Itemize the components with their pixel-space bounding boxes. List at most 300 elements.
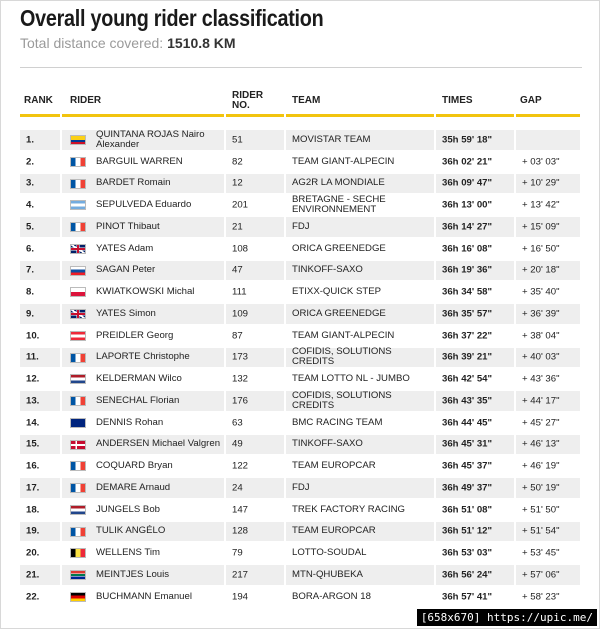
rider-number: 217 <box>232 569 249 581</box>
rank: 18. <box>26 504 40 515</box>
rank: 6. <box>26 243 35 254</box>
total-time: 35h 59' 18" <box>442 134 493 146</box>
rider-no-cell <box>226 500 284 520</box>
rider-name-link[interactable]: BARDET Romain <box>96 177 171 189</box>
rider-name-link[interactable]: MEINTJES Louis <box>96 568 170 580</box>
flag-colombia-icon <box>70 135 86 145</box>
team-cell <box>286 522 434 542</box>
rider-name-link[interactable]: JUNGELS Bob <box>96 503 160 515</box>
rider-number: 201 <box>232 199 249 211</box>
total-time: 36h 14' 27" <box>442 221 493 233</box>
time-gap: + 45' 27" <box>522 417 560 428</box>
flag-poland-icon <box>70 287 86 297</box>
team-name-link[interactable]: TREK FACTORY RACING <box>292 503 406 515</box>
flag-france-icon <box>70 157 86 167</box>
distance-label: Total distance covered: <box>20 35 164 51</box>
flag-france-icon <box>70 483 86 493</box>
time-gap: + 15' 09" <box>522 221 560 233</box>
table-row <box>20 369 580 391</box>
table-row <box>20 217 580 239</box>
flag-argentina-icon <box>70 200 86 210</box>
time-gap: + 38' 04" <box>522 330 560 341</box>
rider-number: 111 <box>232 286 247 298</box>
rank: 12. <box>26 373 40 385</box>
time-cell <box>436 174 514 194</box>
table-row <box>20 391 580 413</box>
rider-no-cell <box>226 543 284 563</box>
rank: 15. <box>26 438 40 450</box>
table-row <box>20 500 580 522</box>
gap-cell <box>516 587 580 607</box>
rider-cell <box>62 152 224 172</box>
rank-cell <box>20 391 60 411</box>
rider-cell <box>62 239 224 259</box>
rider-number: 49 <box>232 438 243 450</box>
table-row <box>20 174 580 196</box>
rank-cell <box>20 456 60 476</box>
time-gap: + 50' 19" <box>522 482 560 494</box>
team-cell <box>286 239 434 259</box>
team-name-link[interactable]: AG2R LA MONDIALE <box>292 177 385 189</box>
team-cell <box>286 326 434 346</box>
distance-summary <box>20 35 236 51</box>
rank-cell <box>20 543 60 563</box>
rider-cell <box>62 369 224 389</box>
rider-cell <box>62 413 224 433</box>
rider-no-cell <box>226 435 284 455</box>
total-time: 36h 35' 57" <box>442 308 493 320</box>
gap-cell <box>516 217 580 237</box>
total-time: 36h 13' 00" <box>442 199 493 211</box>
rank-cell <box>20 261 60 281</box>
rider-no-cell <box>226 391 284 411</box>
rank-cell <box>20 130 60 150</box>
rider-no-cell <box>226 587 284 607</box>
rank: 8. <box>26 286 35 298</box>
table-row <box>20 239 580 261</box>
rider-no-cell <box>226 522 284 542</box>
rank-cell <box>20 304 60 324</box>
rank: 4. <box>26 199 35 211</box>
time-gap: + 20' 18" <box>522 264 560 276</box>
rank: 2. <box>26 156 35 167</box>
rider-number: 109 <box>232 308 249 320</box>
rider-cell <box>62 456 224 476</box>
team-cell <box>286 130 434 150</box>
total-time: 36h 51' 08" <box>442 504 493 515</box>
time-gap: + 46' 19" <box>522 460 560 472</box>
table-row <box>20 478 580 500</box>
rider-number: 47 <box>232 264 243 276</box>
rider-number: 87 <box>232 330 243 341</box>
time-cell <box>436 130 514 150</box>
rider-name-link[interactable]: DENNIS Rohan <box>96 416 164 428</box>
team-name-link[interactable]: ETIXX-QUICK STEP <box>292 286 382 297</box>
table-row <box>20 152 580 174</box>
header-team: TEAM <box>292 95 321 106</box>
rider-number: 12 <box>232 177 243 189</box>
total-time: 36h 43' 35" <box>442 395 493 407</box>
rider-name-link[interactable]: KELDERMAN Wilco <box>96 373 182 384</box>
time-gap: + 44' 17" <box>522 395 560 407</box>
flag-belgium-icon <box>70 548 86 558</box>
rider-cell <box>62 565 224 585</box>
team-cell <box>286 348 434 368</box>
time-cell <box>436 478 514 498</box>
gap-cell <box>516 456 580 476</box>
rank-cell <box>20 239 60 259</box>
rank: 10. <box>26 330 40 341</box>
team-cell <box>286 152 434 172</box>
flag-south-africa-icon <box>70 570 86 580</box>
rider-no-cell <box>226 130 284 150</box>
rank-cell <box>20 174 60 194</box>
time-cell <box>436 217 514 237</box>
team-cell <box>286 435 434 455</box>
team-cell <box>286 543 434 563</box>
total-time: 36h 51' 12" <box>442 525 493 537</box>
team-name-link[interactable]: BMC RACING TEAM <box>292 416 383 428</box>
team-name-link[interactable]: ORICA GREENEDGE <box>292 242 386 254</box>
rank-cell <box>20 522 60 542</box>
table-header <box>20 88 580 112</box>
header-times: TIMES <box>442 95 473 106</box>
team-cell <box>286 413 434 433</box>
team-cell <box>286 261 434 281</box>
rider-number: 176 <box>232 395 249 407</box>
gap-cell <box>516 543 580 563</box>
flag-austria-icon <box>70 331 86 341</box>
gap-cell <box>516 261 580 281</box>
header-rider-no: RIDER NO. <box>232 90 264 111</box>
rider-cell <box>62 282 224 302</box>
classification-table <box>20 130 580 609</box>
rider-no-cell <box>226 152 284 172</box>
rider-number: 194 <box>232 591 249 602</box>
team-name-link[interactable]: TEAM GIANT-ALPECIN <box>292 155 395 167</box>
total-time: 36h 49' 37" <box>442 482 493 494</box>
gap-cell <box>516 130 580 150</box>
header-underline <box>226 114 284 117</box>
time-gap: + 03' 03" <box>522 156 560 167</box>
team-cell <box>286 500 434 520</box>
flag-france-icon <box>70 179 86 189</box>
team-cell <box>286 195 434 215</box>
total-time: 36h 45' 31" <box>442 438 493 450</box>
team-name-link[interactable]: TEAM GIANT-ALPECIN <box>292 329 395 341</box>
gap-cell <box>516 174 580 194</box>
rider-name-link[interactable]: WELLENS Tim <box>96 547 160 558</box>
time-cell <box>436 195 514 215</box>
gap-cell <box>516 500 580 520</box>
gap-cell <box>516 478 580 498</box>
rider-no-cell <box>226 304 284 324</box>
rider-name-link[interactable]: BUCHMANN Emanuel <box>96 590 192 602</box>
team-name-link[interactable]: FDJ <box>292 220 310 232</box>
rank-cell <box>20 326 60 346</box>
time-gap: + 58' 23" <box>522 591 560 602</box>
rider-no-cell <box>226 217 284 237</box>
flag-france-icon <box>70 353 86 363</box>
rider-number: 24 <box>232 482 243 494</box>
team-cell <box>286 391 434 411</box>
table-row <box>20 456 580 478</box>
rider-cell <box>62 500 224 520</box>
rider-number: 128 <box>232 525 249 537</box>
total-time: 36h 44' 45" <box>442 417 493 428</box>
flag-uk-icon <box>70 309 86 319</box>
rank: 19. <box>26 525 40 537</box>
rider-cell <box>62 587 224 607</box>
rider-number: 132 <box>232 373 249 385</box>
header-underline <box>62 114 224 117</box>
rider-number: 147 <box>232 504 249 515</box>
rider-no-cell <box>226 478 284 498</box>
time-gap: + 36' 39" <box>522 308 560 320</box>
rider-number: 108 <box>232 243 249 254</box>
rider-cell <box>62 174 224 194</box>
rider-name-link[interactable]: YATES Simon <box>96 307 156 319</box>
rider-cell <box>62 195 224 215</box>
rank: 17. <box>26 482 40 494</box>
team-cell <box>286 282 434 302</box>
rank-cell <box>20 500 60 520</box>
rank-cell <box>20 413 60 433</box>
rider-number: 173 <box>232 351 249 363</box>
time-gap: + 51' 54" <box>522 525 560 537</box>
time-cell <box>436 565 514 585</box>
gap-cell <box>516 326 580 346</box>
gap-cell <box>516 413 580 433</box>
team-cell <box>286 304 434 324</box>
rank: 16. <box>26 460 40 472</box>
table-row <box>20 565 580 587</box>
time-cell <box>436 500 514 520</box>
rider-no-cell <box>226 195 284 215</box>
gap-cell <box>516 522 580 542</box>
team-name-link[interactable]: ORICA GREENEDGE <box>292 307 386 319</box>
total-time: 36h 19' 36" <box>442 264 493 276</box>
rank: 21. <box>26 569 40 581</box>
rider-no-cell <box>226 326 284 346</box>
rank-cell <box>20 195 60 215</box>
rank: 3. <box>26 177 35 189</box>
time-gap: + 43' 36" <box>522 373 560 385</box>
rank: 13. <box>26 395 40 407</box>
time-cell <box>436 456 514 476</box>
header-underline <box>20 114 60 117</box>
rank: 7. <box>26 264 35 276</box>
rider-name-link[interactable]: LAPORTE Christophe <box>96 351 190 363</box>
rank: 20. <box>26 547 40 559</box>
rider-name-link[interactable]: PINOT Thibaut <box>96 220 160 232</box>
gap-cell <box>516 435 580 455</box>
flag-slovakia-icon <box>70 266 86 276</box>
rank-cell <box>20 348 60 368</box>
rank: 22. <box>26 591 40 602</box>
team-name-link[interactable]: COFIDIS, SOLUTIONS CREDITS <box>292 346 392 368</box>
flag-denmark-icon <box>70 440 86 450</box>
rank-cell <box>20 435 60 455</box>
header-underline <box>516 114 580 117</box>
table-row <box>20 195 580 217</box>
time-gap: + 53' 45" <box>522 547 560 559</box>
rider-name-link[interactable]: SEPULVEDA Eduardo <box>96 199 192 210</box>
table-row <box>20 435 580 457</box>
team-name-link[interactable]: LOTTO-SOUDAL <box>292 547 367 558</box>
rider-name-link[interactable]: KWIATKOWSKI Michal <box>96 286 195 297</box>
gap-cell <box>516 152 580 172</box>
rank-cell <box>20 478 60 498</box>
rank: 9. <box>26 308 35 320</box>
rider-no-cell <box>226 239 284 259</box>
total-time: 36h 39' 21" <box>442 351 493 363</box>
rider-name-link[interactable]: TULIK ANGÉLO <box>96 525 166 537</box>
gap-cell <box>516 239 580 259</box>
rider-no-cell <box>226 413 284 433</box>
team-name-link[interactable]: MTN-QHUBEKA <box>292 568 363 580</box>
time-cell <box>436 522 514 542</box>
time-gap: + 13' 42" <box>522 199 560 211</box>
time-cell <box>436 261 514 281</box>
time-gap: + 51' 50" <box>522 504 560 515</box>
rider-no-cell <box>226 456 284 476</box>
team-cell <box>286 456 434 476</box>
flag-uk-icon <box>70 244 86 254</box>
table-row <box>20 326 580 348</box>
rider-name-link[interactable]: COQUARD Bryan <box>96 460 173 471</box>
rider-name-link[interactable]: PREIDLER Georg <box>96 329 174 341</box>
table-row <box>20 261 580 283</box>
rank-cell <box>20 152 60 172</box>
header-rank: RANK <box>24 95 53 106</box>
rider-number: 63 <box>232 417 243 428</box>
rank-cell <box>20 565 60 585</box>
table-row <box>20 130 580 152</box>
team-cell <box>286 565 434 585</box>
rider-number: 51 <box>232 134 243 146</box>
team-name-link[interactable]: MOVISTAR TEAM <box>292 133 371 145</box>
time-gap: + 16' 50" <box>522 243 560 254</box>
rider-no-cell <box>226 565 284 585</box>
team-name-link[interactable]: TEAM EUROPCAR <box>292 460 376 471</box>
total-time: 36h 42' 54" <box>442 373 493 385</box>
table-row <box>20 282 580 304</box>
team-cell <box>286 587 434 607</box>
rider-number: 79 <box>232 547 243 559</box>
time-cell <box>436 282 514 302</box>
rank: 1. <box>26 134 35 146</box>
total-time: 36h 02' 21" <box>442 156 493 167</box>
time-gap: + 40' 03" <box>522 351 560 363</box>
time-cell <box>436 348 514 368</box>
table-row <box>20 413 580 435</box>
total-time: 36h 56' 24" <box>442 569 493 581</box>
team-name-link[interactable]: COFIDIS, SOLUTIONS CREDITS <box>292 389 392 411</box>
time-cell <box>436 543 514 563</box>
header-underline <box>286 114 434 117</box>
rider-name-link[interactable]: QUINTANA ROJAS Nairo Alexander <box>96 128 205 150</box>
rider-no-cell <box>226 348 284 368</box>
team-name-link[interactable]: BRETAGNE - SECHE ENVIRONNEMENT <box>292 194 386 215</box>
total-time: 36h 16' 08" <box>442 243 493 254</box>
team-name-link[interactable]: TEAM EUROPCAR <box>292 525 376 537</box>
distance-value: 1510.8 KM <box>167 35 236 51</box>
flag-france-icon <box>70 461 86 471</box>
table-row <box>20 304 580 326</box>
rider-no-cell <box>226 261 284 281</box>
rider-cell <box>62 348 224 368</box>
flag-netherlands-icon <box>70 505 86 515</box>
rider-name-link[interactable]: ANDERSEN Michael Valgren <box>96 438 221 450</box>
rider-name-link[interactable]: YATES Adam <box>96 242 154 254</box>
flag-netherlands-icon <box>70 374 86 384</box>
total-time: 36h 57' 41" <box>442 591 493 602</box>
rider-cell <box>62 304 224 324</box>
rank-cell <box>20 217 60 237</box>
rank-cell <box>20 369 60 389</box>
team-name-link[interactable]: TINKOFF-SAXO <box>292 438 363 450</box>
rider-cell <box>62 391 224 411</box>
gap-cell <box>516 565 580 585</box>
table-row <box>20 587 580 609</box>
rank: 14. <box>26 417 40 428</box>
time-cell <box>436 413 514 433</box>
rider-cell <box>62 435 224 455</box>
rider-cell <box>62 478 224 498</box>
page-title: Overall young rider classification <box>20 5 324 31</box>
time-gap: + 35' 40" <box>522 286 560 298</box>
header-underline <box>436 114 514 117</box>
rider-name-link[interactable]: SENECHAL Florian <box>96 394 180 406</box>
total-time: 36h 53' 03" <box>442 547 493 559</box>
team-cell <box>286 174 434 194</box>
table-row <box>20 522 580 544</box>
rider-number: 122 <box>232 460 249 472</box>
time-cell <box>436 435 514 455</box>
rank-cell <box>20 587 60 607</box>
team-name-link[interactable]: FDJ <box>292 481 310 493</box>
gap-cell <box>516 195 580 215</box>
time-cell <box>436 152 514 172</box>
time-gap: + 46' 13" <box>522 438 560 450</box>
rider-cell <box>62 217 224 237</box>
total-time: 36h 09' 47" <box>442 177 493 189</box>
time-cell <box>436 239 514 259</box>
image-host-watermark: [658x670] https://upic.me/ <box>417 609 597 626</box>
rider-number: 21 <box>232 221 243 233</box>
team-name-link[interactable]: BORA-ARGON 18 <box>292 590 371 602</box>
rank: 11. <box>26 351 39 363</box>
gap-cell <box>516 369 580 389</box>
table-row <box>20 348 580 370</box>
table-row <box>20 543 580 565</box>
team-name-link[interactable]: TEAM LOTTO NL - JUMBO <box>292 373 410 384</box>
team-cell <box>286 369 434 389</box>
rider-cell <box>62 522 224 542</box>
rank-cell <box>20 282 60 302</box>
total-time: 36h 45' 37" <box>442 460 493 472</box>
rank: 5. <box>26 221 35 233</box>
time-cell <box>436 326 514 346</box>
rider-name-link[interactable]: SAGAN Peter <box>96 264 156 276</box>
rider-name-link[interactable]: DEMARE Arnaud <box>96 481 171 493</box>
rider-cell <box>62 543 224 563</box>
time-cell <box>436 369 514 389</box>
time-cell <box>436 587 514 607</box>
team-name-link[interactable]: TINKOFF-SAXO <box>292 264 363 276</box>
rider-name-link[interactable]: BARGUIL WARREN <box>96 155 183 167</box>
